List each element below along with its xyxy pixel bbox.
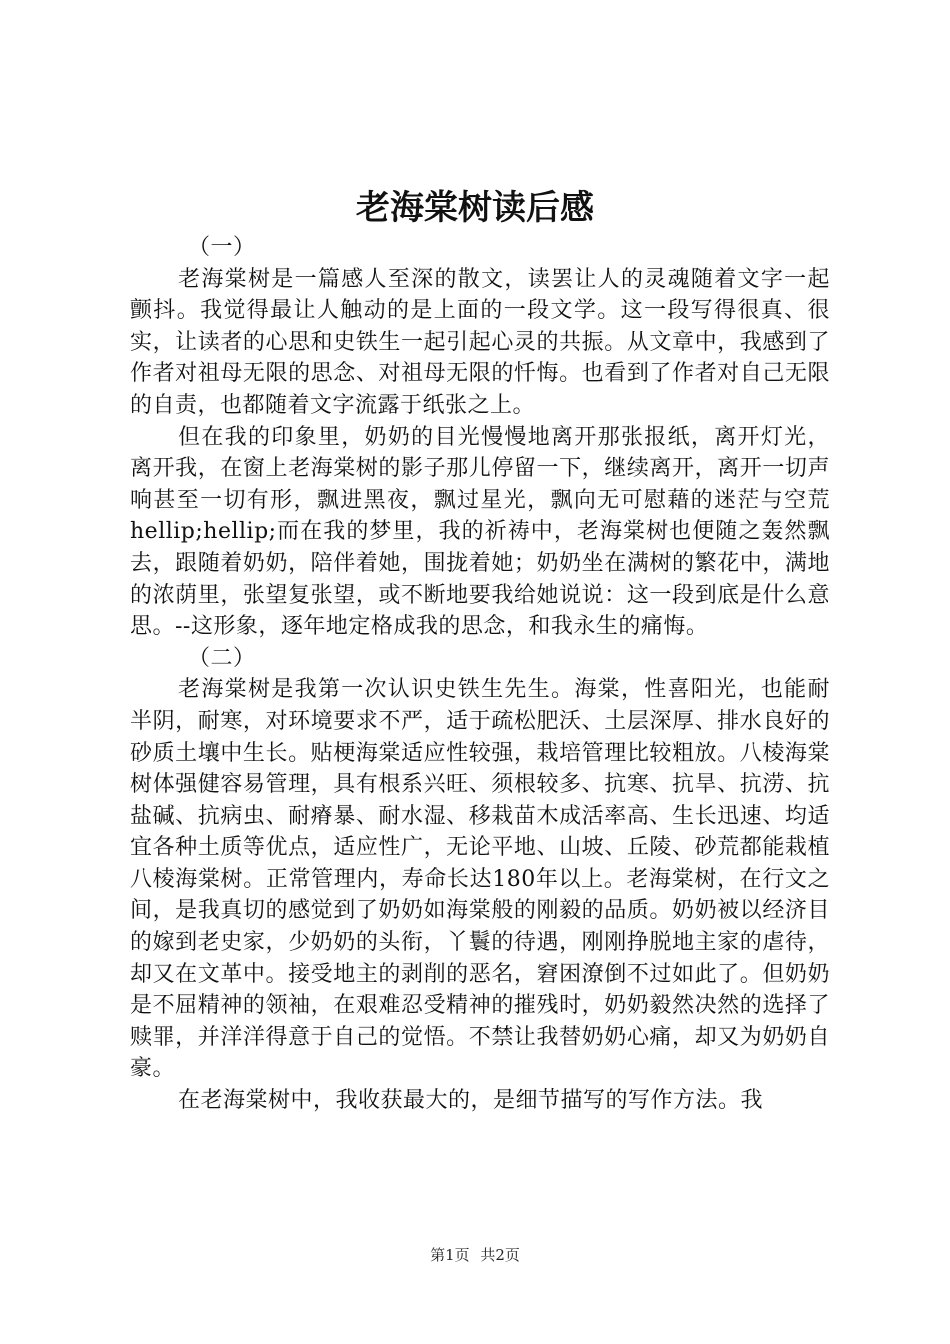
section-heading: （二） <box>188 645 256 671</box>
paragraph: 在老海棠树中，我收获最大的，是细节描写的写作方法。我 <box>178 1088 764 1114</box>
document-title: 老海棠树读后感 <box>356 188 594 228</box>
paragraph: 但在我的印象里，奶奶的目光慢慢地离开那张报纸，离开灯光，离开我，在窗上老海棠树的影子那儿停留一下，继续离开，离开一切声响甚至一切有形，飘进黑夜，飘过星光，飘向无可慰藉的迷茫与空荒hellip;hellip;而在我的梦里，我的祈祷中，老海棠树也便随之轰然飘去，跟随着奶奶，陪伴着她，围拢着她；奶奶坐在满树的繁花中，满地的浓荫里，张望复张望，或不断地要我给她说说：这一段到底是什么意思。--这形象，逐年地定格成我的思念，和我永生的痛悔。 <box>130 424 830 640</box>
page-footer <box>0 1244 950 1265</box>
page-total: 共2页 <box>480 1246 520 1264</box>
paragraph: 老海棠树是我第一次认识史铁生先生。海棠，性喜阳光，也能耐半阴，耐寒，对环境要求不严，适于疏松肥沃、土层深厚、排水良好的砂质土壤中生长。贴梗海棠适应性较强，栽培管理比较粗放。八棱海棠树体强健容易管理，具有根系兴旺、须根较多、抗寒、抗旱、抗涝、抗盐碱、抗病虫、耐瘠暴、耐水湿、移栽苗木成活率高、生长迅速、均适宜各种土质等优点，适应性广，无论平地、山坡、丘陵、砂荒都能栽植八棱海棠树。正常管理内，寿命长达180年以上。老海棠树，在行文之间，是我真切的感觉到了奶奶如海棠般的刚毅的品质。奶奶被以经济目的嫁到老史家，少奶奶的头衔，丫鬟的待遇，刚刚挣脱地主家的虐待，却又在文革中。接受地主的剥削的恶名，窘困潦倒不过如此了。但奶奶是不屈精神的领袖，在艰难忍受精神的摧残时，奶奶毅然决然的选择了赎罪，并洋洋得意于自己的觉悟。不禁让我替奶奶心痛，却又为奶奶自豪。 <box>130 677 830 1082</box>
document-body <box>130 232 830 1117</box>
page-number: 第1页 <box>430 1246 470 1264</box>
section-heading: （一） <box>188 235 256 260</box>
paragraph: 老海棠树是一篇感人至深的散文，读罢让人的灵魂随着文字一起颤抖。我觉得最让人触动的是上面的一段文学。这一段写得很真、很实，让读者的心思和史铁生一起引起心灵的共振。从文章中，我感到了作者对祖母无限的思念、对祖母无限的忏悔。也看到了作者对自己无限的自责，也都随着文字流露于纸张之上。 <box>130 266 830 418</box>
